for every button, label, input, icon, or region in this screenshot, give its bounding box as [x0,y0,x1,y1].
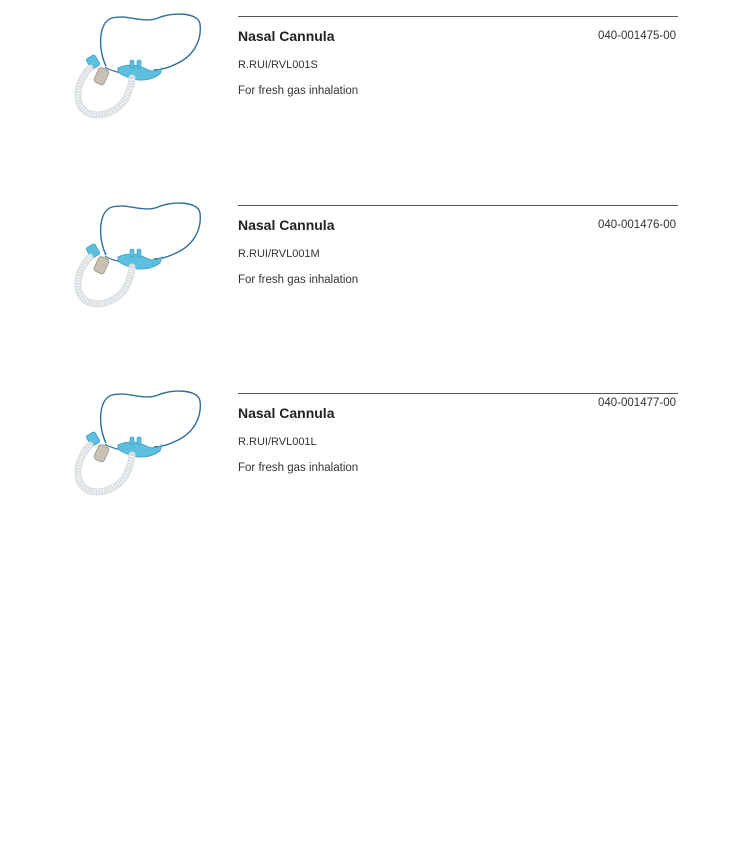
product-entry [0,385,735,505]
product-model: R.RUI/RVL001M [238,248,320,260]
nasal-cannula-illustration [68,10,204,120]
part-number: 040-001475-00 [597,30,676,42]
nasal-cannula-illustration [68,387,204,497]
nasal-cannula-illustration [68,199,204,309]
part-number: 040-001476-00 [597,219,676,231]
divider-rule [238,205,678,206]
nasal-cannula-image [68,199,204,309]
divider-rule [238,393,678,394]
product-title: Nasal Cannula [238,28,335,44]
product-model: R.RUI/RVL001L [238,436,317,448]
product-entry [0,197,735,317]
divider-rule [238,16,678,17]
nasal-cannula-image [68,387,204,497]
product-title: Nasal Cannula [238,217,335,233]
nasal-cannula-image [68,10,204,120]
product-description: For fresh gas inhalation [238,85,359,97]
product-title: Nasal Cannula [238,405,335,421]
product-entry [0,8,735,128]
product-description: For fresh gas inhalation [238,274,359,286]
product-description: For fresh gas inhalation [238,462,359,474]
part-number: 040-001477-00 [597,397,676,409]
product-model: R.RUI/RVL001S [238,59,318,71]
